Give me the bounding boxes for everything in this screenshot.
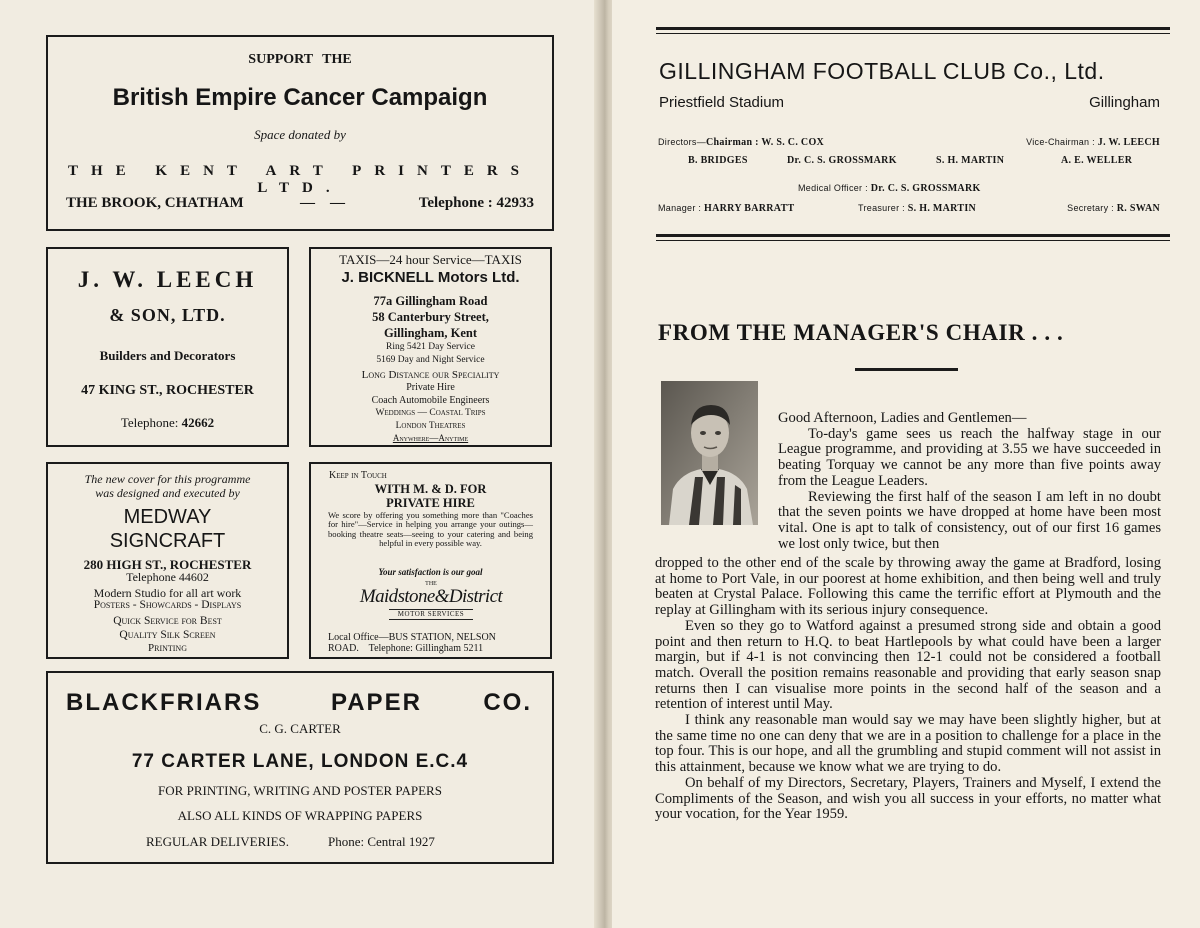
top-rule-thin: [656, 33, 1170, 34]
printer-dashes: — —: [300, 195, 345, 211]
medway-cover-line-1: The new cover for this programme: [84, 472, 251, 486]
bicknell-anywhere: Anywhere—Anytime: [392, 433, 469, 443]
cancer-campaign-ad: [46, 35, 554, 231]
md-keep-in-touch: Keep in Touch: [329, 470, 387, 481]
medway-quality: Quality Silk Screen: [119, 629, 216, 641]
article-paragraph-5: On behalf of my Directors, Secretary, Players, Trainers and Myself, I extend the Compliments of the Season, and wish you all success in your efforts, no matter what your vocation, for the Year 1959.: [655, 774, 1161, 823]
blackfriars-title-3: CO.: [483, 689, 532, 716]
leech-phone-number: 42662: [181, 415, 215, 430]
treasurer-label: Treasurer :: [858, 203, 908, 213]
article-greeting: Good Afternoon, Ladies and Gentlemen—: [778, 410, 1027, 426]
md-private-hire: PRIVATE HIRE: [386, 496, 475, 510]
article-paragraph-2b: dropped to the other end of the scale by throwing away the game at Bradford, losing at home to Port Vale, in our poorest at home exhibition, and then being well and truly beaten at Crystal Palace. Following this came the terrific effort at Plymouth and the replay at Gillingham with its serious injury consequence.: [655, 555, 1161, 619]
medway-services: Posters - Showcards - Displays: [93, 599, 242, 611]
manager: [658, 203, 795, 214]
chairman-name: W. S. C. COX: [761, 137, 825, 148]
md-logo-sub: MOTOR SERVICES: [389, 609, 473, 620]
blackfriars-printing: FOR PRINTING, WRITING AND POSTER PAPERS: [158, 783, 442, 798]
director-1-name: B. BRIDGES: [688, 155, 748, 166]
header-rule-thin: [656, 240, 1170, 241]
bicknell-ring-2: 5169 Day and Night Service: [376, 355, 485, 365]
bicknell-address-2: 58 Canterbury Street,: [372, 310, 489, 324]
medway-quick: Quick Service for Best: [113, 615, 222, 627]
bicknell-theatres: London Theatres: [395, 421, 466, 431]
leech-phone-label: Telephone:: [120, 415, 182, 430]
medway-name-1: MEDWAY: [123, 506, 212, 528]
medway-address: 280 HIGH ST., ROCHESTER: [83, 557, 252, 572]
secretary-label: Secretary :: [1067, 203, 1117, 213]
md-road: ROAD. Telephone: Gillingham 5211: [328, 643, 484, 654]
manager-name: HARRY BARRATT: [704, 203, 795, 214]
vice-chairman-label: Vice-Chairman :: [1026, 137, 1098, 147]
treasurer: [858, 203, 976, 214]
directors-chairman: [658, 137, 824, 148]
bicknell-address-1: 77a Gillingham Road: [373, 294, 488, 308]
article-paragraph-4: I think any reasonable man would say we may have been slightly higher, but at the same time no one can deny that we are in a position to challenge for a place in the top four. This is our hope, and all the grumbling and stupid comment will not assist in this attainment, because we know what we are trying to do.: [655, 712, 1161, 776]
blackfriars-paper-ad: [46, 671, 554, 864]
director-3: [936, 155, 1004, 166]
director-2: [787, 155, 897, 166]
support-text: SUPPORT THE: [248, 52, 352, 67]
vice-chairman-name: J. W. LEECH: [1097, 137, 1160, 148]
article-intro: [778, 411, 1161, 552]
blackfriars-phone: Phone: Central 1927: [328, 834, 435, 849]
director-1: [688, 155, 748, 166]
article-paragraph-2a: Reviewing the first half of the season I am left in no doubt that the seven points we have dropped at home have been most vital. One is apt to talk of consistency, out of our first 16 games we lost only twice, but then: [778, 488, 1161, 552]
article-body: [655, 556, 1161, 823]
bicknell-specialty: Long Distance our Speciality: [361, 369, 500, 381]
director-3-name: S. H. MARTIN: [936, 155, 1005, 166]
town-name: Gillingham: [1089, 94, 1160, 111]
blackfriars-title-2: PAPER: [331, 689, 422, 716]
md-logo: [355, 581, 507, 625]
medway-cover-line-2: was designed and executed by: [95, 486, 240, 500]
printer-telephone: Telephone : 42933: [418, 195, 534, 211]
bicknell-ad: [309, 247, 552, 447]
bicknell-hire: Private Hire: [406, 382, 455, 393]
leech-name: J. W. LEECH: [77, 267, 258, 292]
medway-telephone: Telephone 44602: [126, 570, 209, 584]
md-office: Local Office—BUS STATION, NELSON: [328, 632, 496, 643]
medical-officer-label: Medical Officer :: [798, 183, 871, 193]
blackfriars-address: 77 CARTER LANE, LONDON E.C.4: [131, 751, 469, 772]
medway-name-2: SIGNCRAFT: [109, 530, 226, 552]
right-page: [612, 0, 1200, 928]
md-logo-the: THE: [425, 581, 437, 587]
bicknell-taxis: TAXIS—24 hour Service—TAXIS: [339, 252, 522, 267]
director-2-name: Dr. C. S. GROSSMARK: [787, 155, 897, 166]
bicknell-ring-1: Ring 5421 Day Service: [386, 342, 475, 352]
md-logo-name: Maidstone&District: [359, 586, 503, 607]
vice-chairman: [1026, 137, 1160, 148]
maidstone-district-ad: [309, 462, 552, 659]
bicknell-address-3: Gillingham, Kent: [383, 326, 478, 340]
medway-signcraft-ad: [46, 462, 289, 659]
director-4-name: A. E. WELLER: [1061, 155, 1133, 166]
manager-portrait-icon: [661, 381, 758, 525]
chairman-label: Chairman :: [706, 137, 762, 148]
leech-trade: Builders and Decorators: [99, 348, 236, 363]
header-rule-thick: [656, 234, 1170, 237]
md-description: We score by offering you something more than "Coaches for hire"—Service in helping you arrange your outings—booking theatre seats—seeing to your catering and being helpful in every possible way.: [328, 510, 533, 548]
article-paragraph-3: Even so they go to Watford against a presumed strong side and obtain a good point and then return to H.Q. to beat Hartlepools by what could have been a larger margin, but if 4-1 is not convincing then 12-1 could not be considered a football match. Overall the position remains reasonable and providing that early season snap returns then I can visualise more points in the second half of the season and a retention of interest until May.: [655, 617, 1161, 713]
leech-address: 47 KING ST., ROCHESTER: [81, 383, 254, 398]
stadium-name: Priestfield Stadium: [659, 94, 785, 111]
bicknell-name: J. BICKNELL Motors Ltd.: [341, 269, 520, 286]
medical-officer-name: Dr. C. S. GROSSMARK: [870, 183, 981, 194]
club-name: GILLINGHAM FOOTBALL CLUB Co., Ltd.: [659, 58, 1105, 84]
printer-address: THE BROOK, CHATHAM: [66, 195, 244, 211]
md-with: WITH M. & D. FOR: [374, 482, 487, 496]
space-donated-text: Space donated by: [254, 127, 346, 142]
cancer-campaign-title: British Empire Cancer Campaign: [112, 84, 488, 111]
medway-studio: Modern Studio for all art work: [93, 586, 242, 600]
medway-printing: Printing: [147, 642, 187, 654]
top-rule-thick: [656, 27, 1170, 30]
leech-telephone: [48, 415, 287, 431]
secretary-name: R. SWAN: [1116, 203, 1160, 214]
bicknell-weddings: Weddings — Coastal Trips: [375, 408, 486, 418]
manager-photo: [661, 381, 758, 525]
blackfriars-carter: C. G. CARTER: [259, 721, 341, 736]
blackfriars-deliveries: REGULAR DELIVERIES.: [146, 834, 289, 849]
director-4: [1061, 155, 1132, 166]
blackfriars-title-1: BLACKFRIARS: [66, 689, 262, 716]
treasurer-name: S. H. MARTIN: [907, 203, 977, 214]
leech-ad: [46, 247, 289, 447]
leech-son: & SON, LTD.: [109, 305, 226, 325]
secretary: [1067, 203, 1160, 214]
md-satisfaction: Your satisfaction is our goal: [378, 567, 483, 577]
printer-name: THE KENT ART PRINTERS LTD.: [67, 163, 533, 196]
directors-label: Directors—: [658, 137, 707, 147]
medical-officer: [798, 183, 981, 194]
bicknell-coach: Coach Automobile Engineers: [371, 395, 490, 406]
manager-label: Manager :: [658, 203, 705, 213]
blackfriars-wrapping: ALSO ALL KINDS OF WRAPPING PAPERS: [177, 808, 423, 823]
article-paragraph-1: To-day's game sees us reach the halfway stage in our League programme, and providing at 3.55 we have succeeded in beating Torquay we cannot be any more than five points away from the League Leaders.: [778, 425, 1161, 489]
article-heading: FROM THE MANAGER'S CHAIR . . .: [658, 320, 1064, 345]
heading-underline: [855, 368, 958, 371]
